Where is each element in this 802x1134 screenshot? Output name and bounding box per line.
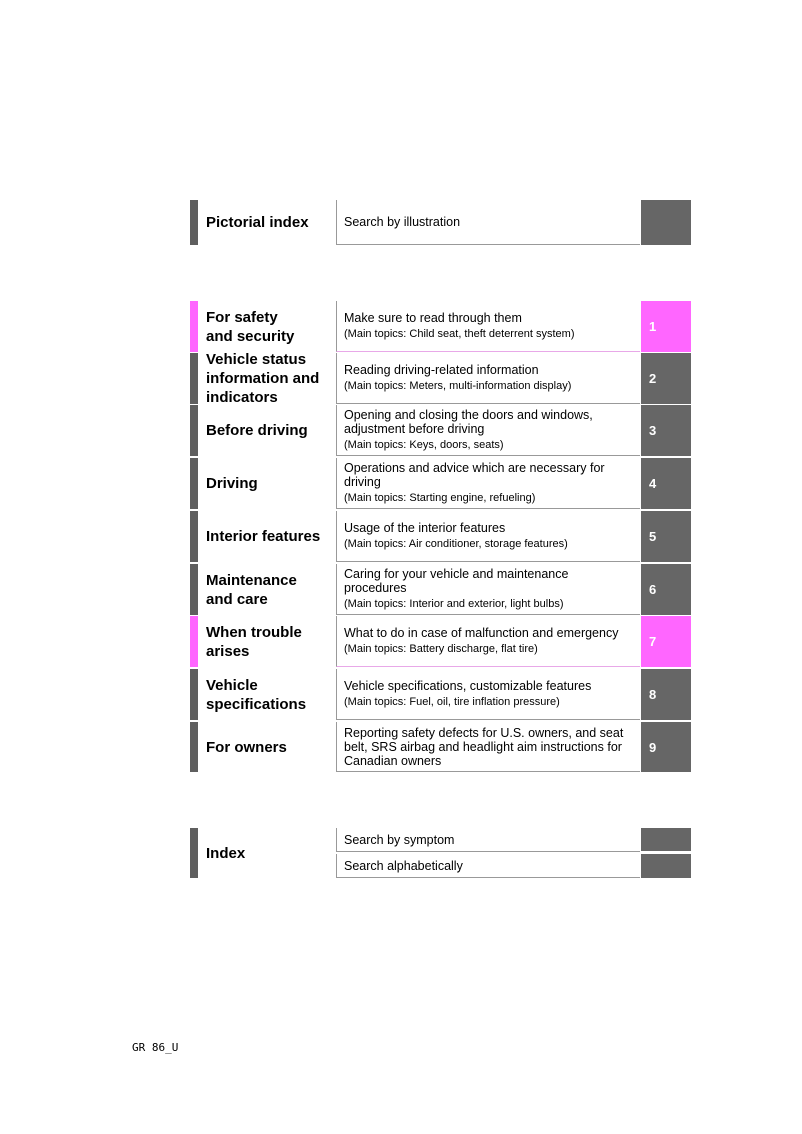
index-item-tab[interactable] <box>641 854 691 878</box>
chapter-desc-sub: (Main topics: Starting engine, refueling) <box>344 492 536 504</box>
chapter-row[interactable] <box>190 353 691 404</box>
chapter-desc <box>336 301 640 352</box>
chapter-row[interactable] <box>190 405 691 456</box>
chapter-desc <box>336 511 640 562</box>
pictorial-index-title: Pictorial index <box>206 214 309 231</box>
chapter-desc <box>336 564 640 615</box>
chapter-tab[interactable]: 5 <box>641 511 691 562</box>
pictorial-index-tab[interactable] <box>641 200 691 245</box>
pictorial-index-desc <box>336 200 640 245</box>
chapter-title: Vehicle status information and indicators <box>206 351 320 406</box>
chapter-row[interactable] <box>190 722 691 772</box>
pictorial-index-row[interactable] <box>190 200 691 245</box>
chapter-tab[interactable]: 4 <box>641 458 691 509</box>
chapter-row[interactable] <box>190 669 691 720</box>
chapter-desc-main: Vehicle specifications, customizable features <box>344 679 592 693</box>
chapter-desc-sub: (Main topics: Keys, doors, seats) <box>344 439 504 451</box>
chapter-title: Maintenance and care <box>206 571 297 608</box>
chapter-tab[interactable]: 8 <box>641 669 691 720</box>
index-item-tab[interactable] <box>641 828 691 851</box>
chapter-title: When trouble arises <box>206 623 302 660</box>
chapter-bar <box>190 458 198 509</box>
chapter-bar <box>190 669 198 720</box>
chapter-desc-sub: (Main topics: Interior and exterior, light bulbs) <box>344 598 564 610</box>
chapter-tab[interactable]: 7 <box>641 616 691 667</box>
chapter-desc-main: Reading driving-related information <box>344 363 539 377</box>
chapter-bar <box>190 405 198 456</box>
chapter-desc <box>336 458 640 509</box>
chapter-desc <box>336 722 640 772</box>
footer-code: GR 86_U <box>132 1041 179 1054</box>
index-row <box>190 828 691 878</box>
chapter-title: For owners <box>206 738 287 756</box>
chapter-title: Before driving <box>206 422 308 439</box>
section-bar <box>190 828 198 878</box>
chapter-bar <box>190 301 198 352</box>
pictorial-index-desc-text: Search by illustration <box>344 215 461 229</box>
chapter-tab[interactable]: 1 <box>641 301 691 352</box>
chapter-bar <box>190 353 198 404</box>
index-item[interactable] <box>336 854 640 878</box>
chapter-desc-sub: (Main topics: Fuel, oil, tire inflation pressure) <box>344 696 560 708</box>
chapter-bar <box>190 564 198 615</box>
chapter-row[interactable] <box>190 458 691 509</box>
chapter-tab[interactable]: 2 <box>641 353 691 404</box>
chapter-desc-main: Reporting safety defects for U.S. owners, and seat belt, SRS airbag and headlight aim instructions for Canadian owners <box>344 725 624 768</box>
chapter-row[interactable] <box>190 511 691 562</box>
chapter-desc-main: Operations and advice which are necessary for driving <box>344 461 605 489</box>
chapter-desc-main: Caring for your vehicle and maintenance procedures <box>344 567 569 595</box>
chapter-tab[interactable]: 9 <box>641 722 691 772</box>
chapter-desc-sub: (Main topics: Meters, multi-information display) <box>344 380 572 392</box>
chapter-row[interactable] <box>190 301 691 352</box>
chapter-bar <box>190 511 198 562</box>
index-item-text: Search by symptom <box>344 832 455 847</box>
chapter-desc-main: Make sure to read through them <box>344 311 522 325</box>
chapter-desc <box>336 669 640 720</box>
section-bar <box>190 200 198 245</box>
chapter-title: Vehicle specifications <box>206 676 307 713</box>
chapter-desc-sub: (Main topics: Air conditioner, storage features) <box>344 538 568 550</box>
chapter-title: Driving <box>206 475 258 492</box>
index-item-text: Search alphabetically <box>344 858 463 873</box>
chapter-desc <box>336 405 640 456</box>
index-item[interactable] <box>336 828 640 852</box>
chapter-tab[interactable]: 6 <box>641 564 691 615</box>
chapter-desc <box>336 616 640 667</box>
chapter-row[interactable] <box>190 564 691 615</box>
chapter-title: For safety and security <box>206 308 295 345</box>
index-title: Index <box>206 844 246 862</box>
chapter-desc-sub: (Main topics: Child seat, theft deterrent system) <box>344 328 575 340</box>
chapter-desc-main: Usage of the interior features <box>344 521 506 535</box>
chapter-tab[interactable]: 3 <box>641 405 691 456</box>
chapter-desc <box>336 353 640 404</box>
chapter-desc-main: Opening and closing the doors and windows, adjustment before driving <box>344 408 593 436</box>
chapter-desc-main: What to do in case of malfunction and emergency <box>344 626 619 640</box>
chapter-bar <box>190 722 198 772</box>
chapter-bar <box>190 616 198 667</box>
chapter-title: Interior features <box>206 528 321 545</box>
chapter-row[interactable] <box>190 616 691 667</box>
chapter-desc-sub: (Main topics: Battery discharge, flat tire) <box>344 643 538 655</box>
